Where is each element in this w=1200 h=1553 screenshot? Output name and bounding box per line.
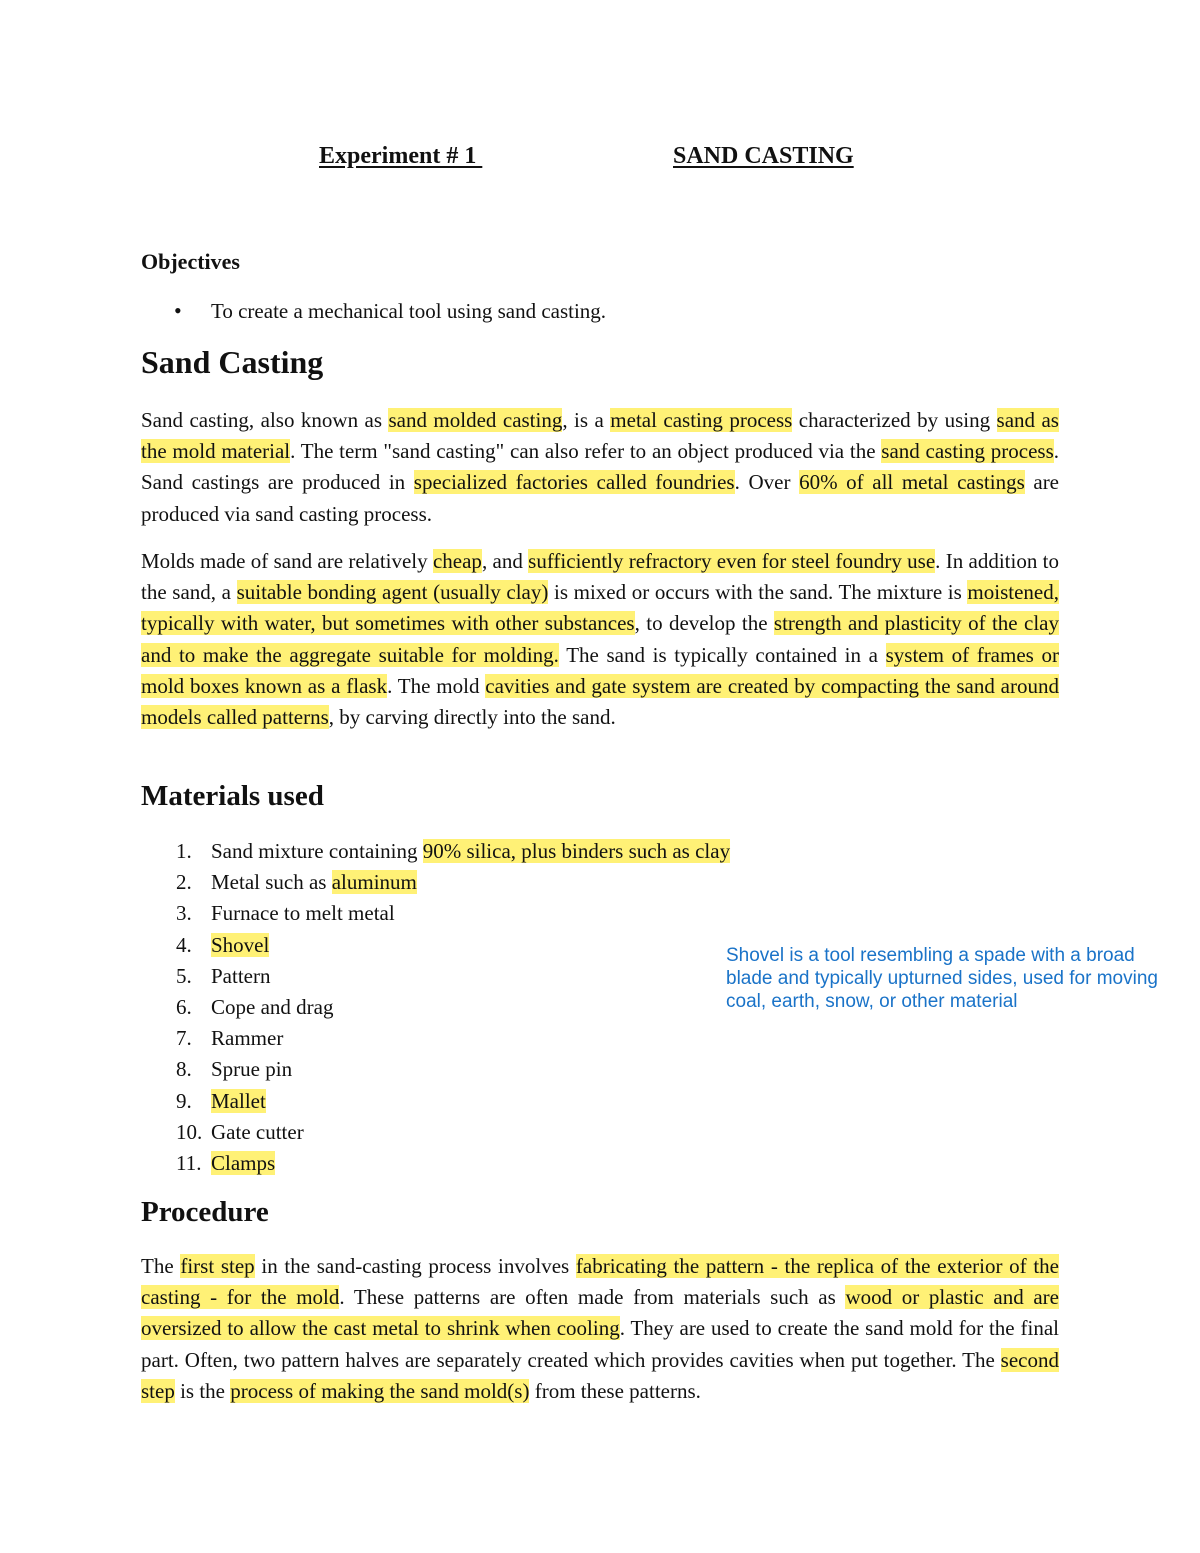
material-item: [141, 1054, 730, 1085]
materials-heading: Materials used: [141, 780, 324, 812]
highlighted-text: metal casting process: [610, 408, 793, 432]
text-run: . They are used to create the sand mold for the final part. Often, two pattern halves are separately created which provides cavities when put together. The: [141, 1316, 1059, 1372]
text-run: The: [141, 1254, 181, 1278]
text-run: . The term "sand casting" can also refer to an object produced via the: [290, 439, 882, 464]
material-item: [141, 1117, 730, 1148]
highlighted-text: process of making the sand mold(s): [230, 1378, 530, 1403]
sand-casting-paragraph-1: [141, 405, 1059, 530]
text-run: . The mold: [387, 673, 486, 698]
text-run: Pattern: [211, 963, 271, 988]
highlighted-text: 60% of all metal castings: [799, 470, 1025, 495]
shovel-note: Shovel is a tool resembling a spade with a broad blade and typically upturned sides, used for moving coal, earth, snow, or other material: [726, 945, 1158, 1012]
highlighted-text: aluminum: [331, 870, 417, 895]
material-item: [141, 898, 730, 929]
text-run: , to develop the: [634, 611, 774, 636]
material-number: 2.: [176, 870, 192, 895]
sand-casting-heading: Sand Casting: [141, 344, 324, 380]
text-run: Molds made of sand are relatively: [141, 549, 433, 573]
text-run: Rammer: [211, 1026, 284, 1051]
highlighted-text: sufficiently refractory even for steel foundry use: [528, 549, 936, 573]
objectives-list: [141, 299, 606, 324]
highlighted-text: Shovel: [211, 932, 270, 957]
objective-item: • To create a mechanical tool using sand casting.: [141, 299, 606, 324]
highlighted-text: second step: [141, 1347, 1059, 1403]
text-run: Sand mixture containing: [211, 839, 423, 863]
highlighted-text: 90% silica, plus binders such as clay: [422, 839, 731, 863]
text-run: Gate cutter: [211, 1119, 304, 1144]
text-run: is mixed or occurs with the sand. The mixture is: [548, 580, 968, 605]
sand-casting-title: SAND CASTING: [673, 143, 854, 169]
highlighted-text: cheap: [432, 549, 482, 573]
text-run: . These patterns are often made from materials such as: [339, 1285, 846, 1310]
highlighted-text: cavities and gate system are created by compacting the sand around models called patterns: [141, 673, 1059, 730]
text-run: , and: [481, 549, 529, 573]
objectives-heading: Objectives: [141, 249, 240, 274]
text-run: Furnace to melt metal: [211, 901, 395, 926]
text-run: , by carving directly into the sand.: [328, 705, 616, 730]
experiment-title: Experiment # 1: [319, 143, 483, 169]
material-number: 8.: [176, 1057, 192, 1082]
highlighted-text: sand casting process: [881, 439, 1054, 464]
material-item: [141, 930, 730, 961]
text-run: The sand is typically contained in a: [558, 642, 886, 667]
text-run: Sand casting, also known as: [141, 408, 389, 432]
material-number: 7.: [176, 1026, 192, 1051]
materials-list: [141, 836, 730, 1179]
material-item: [141, 1086, 730, 1117]
highlighted-text: system of frames or mold boxes known as a flask: [141, 642, 1059, 698]
highlighted-text: Clamps: [211, 1151, 276, 1176]
text-run: Cope and drag: [211, 995, 334, 1020]
text-run: in the sand-casting process involves: [254, 1254, 576, 1278]
text-run: characterized by using: [792, 408, 997, 432]
sand-casting-paragraph-2: [141, 546, 1059, 733]
text-run: , is a: [562, 408, 611, 432]
material-number: 1.: [176, 839, 192, 863]
material-item: [141, 867, 730, 898]
material-number: 3.: [176, 901, 192, 926]
highlighted-text: first step: [180, 1254, 255, 1278]
text-run: are produced via sand casting process.: [141, 470, 1060, 526]
procedure-heading: Procedure: [141, 1196, 269, 1228]
material-number: 11.: [176, 1151, 202, 1176]
text-run: Metal such as: [211, 870, 332, 895]
highlighted-text: strength and plasticity of the clay and to make the aggregate suitable for molding.: [141, 611, 1059, 667]
material-item: [141, 836, 730, 867]
material-number: 9.: [176, 1088, 192, 1113]
text-run: . Over: [734, 470, 800, 495]
material-number: 5.: [176, 963, 192, 988]
text-run: . In addition to the sand, a: [141, 549, 1060, 605]
material-item: [141, 961, 730, 992]
material-item: [141, 1148, 730, 1179]
highlighted-text: fabricating the pattern - the replica of the exterior of the casting - for the mold: [141, 1254, 1060, 1310]
highlighted-text: sand as the mold material: [141, 408, 1059, 464]
material-number: 10.: [176, 1119, 203, 1144]
procedure-paragraph: [141, 1251, 1059, 1407]
highlighted-text: Mallet: [211, 1088, 266, 1113]
material-number: 4.: [176, 932, 192, 957]
highlighted-text: moistened, typically with water, but sometimes with other substances: [141, 580, 1059, 636]
highlighted-text: specialized factories called foundries: [413, 470, 735, 495]
text-run: is the: [174, 1378, 231, 1403]
highlighted-text: wood or plastic and are oversized to allow the cast metal to shrink when cooling: [141, 1285, 1059, 1341]
text-run: from these patterns.: [529, 1378, 701, 1403]
material-number: 6.: [176, 995, 192, 1020]
text-run: Sprue pin: [211, 1057, 293, 1082]
material-item: [141, 1023, 730, 1054]
text-run: . Sand castings are produced in: [141, 439, 1059, 495]
highlighted-text: sand molded casting: [388, 408, 563, 432]
material-item: [141, 992, 730, 1023]
highlighted-text: suitable bonding agent (usually clay): [236, 580, 549, 605]
